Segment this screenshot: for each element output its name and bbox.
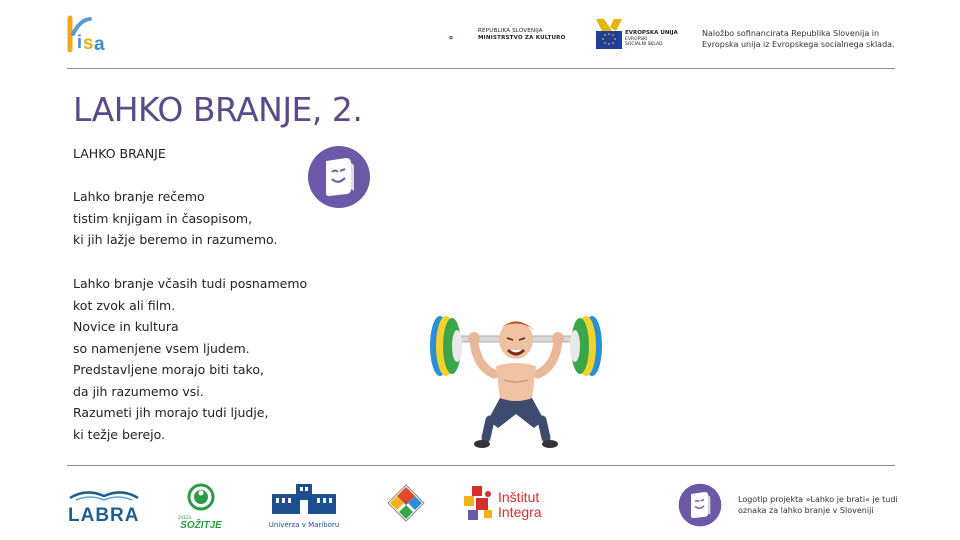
ministry-line2: MINISTRSTVO ZA KULTURO (478, 35, 566, 41)
footer-divider (67, 465, 895, 466)
header-divider (67, 68, 895, 69)
eu-line1: EVROPSKA UNIJA (625, 30, 678, 36)
text-line: tistim knjigam in časopisom, (73, 210, 253, 226)
integra-logo (462, 484, 554, 526)
eu-text (625, 31, 678, 48)
svg-text:a: a (94, 34, 105, 54)
integra-puzzle-icon (462, 484, 496, 524)
weightlifter-illustration (424, 310, 608, 452)
text-line: kot zvok ali film. (73, 297, 176, 313)
sozitje-logo-icon (176, 483, 226, 511)
text-line: Razumeti jih morajo tudi ljudje, (73, 405, 269, 420)
text-line: so namenjene vsem ljudem. (73, 340, 250, 356)
sozitje-logo (176, 483, 226, 531)
cofinance-note: Naložbo sofinancirata Republika Slovenija in Evropska unija iz Evropskega socialnega sklada. (702, 29, 895, 49)
eu-line2: EVROPSKI (625, 36, 648, 42)
sozitje-small: ZVEZA (178, 515, 192, 520)
labra-logo (66, 487, 142, 526)
integra-line1: Inštitut (498, 489, 540, 505)
ministry-line1: REPUBLIKA SLOVENIJA (478, 28, 543, 34)
text-line: Predstavljene morajo biti tako, (73, 362, 264, 377)
labra-text: LABRA (68, 505, 140, 526)
sozitje-text: SOŽITJE (180, 520, 222, 531)
text-line: Lahko branje včasih tudi posnamemo (73, 276, 308, 291)
easy-read-book-icon (678, 483, 722, 527)
section-heading: LAHKO BRANJE (73, 146, 166, 161)
ministry-name (478, 28, 566, 42)
paragraph-intro (73, 186, 277, 251)
text-line: ki težje berejo. (73, 426, 166, 442)
svg-text:s: s (83, 33, 94, 54)
eu-line3: SOCIALNI SKLAD (625, 42, 663, 47)
text-line: da jih razumemo vsi. (73, 383, 204, 399)
university-logo (266, 482, 342, 528)
paragraph-details (73, 273, 307, 445)
labra-book-icon (66, 488, 142, 502)
puzzle-logo-icon (386, 483, 426, 527)
ministry-coat-icon (449, 26, 473, 50)
integra-line2: Integra (498, 504, 542, 520)
easy-read-book-icon (307, 145, 371, 209)
footer-logo-note: Logotip projekta »Lahko je brati« je tudi oznaka za lahko branje v Sloveniji (738, 495, 898, 515)
university-building-icon (266, 482, 342, 516)
text-line: Novice in kultura (73, 319, 179, 334)
page-title: LAHKO BRANJE, 2. (73, 90, 363, 129)
text-line: ki jih lažje beremo in razumemo. (73, 232, 278, 247)
um-text: Univerza v Mariboru (268, 521, 340, 529)
svg-text:i: i (77, 32, 83, 52)
text-line: Lahko branje rečemo (73, 189, 205, 204)
kisa-logo (64, 14, 110, 54)
